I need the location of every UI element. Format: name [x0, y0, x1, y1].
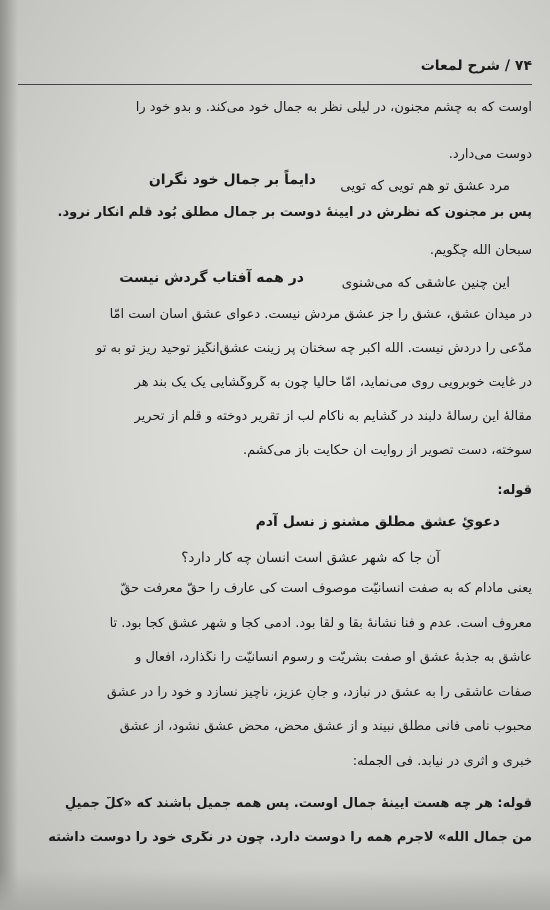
verse-2-right: این چنین عاشقی که می‌شنوی: [341, 275, 510, 291]
page-header: ۷۴ / شرح لمعات: [420, 58, 532, 74]
text-line-14: صفات عاشقی را به عشق در نبازد، و جانِ عزیز، ناچیز نسازد و خود را در عشق: [106, 686, 532, 700]
text-line-11: یعنی مادام که به صفت انسانیّت موصوف است کی عارف را حقّ معرفت حقّ: [120, 582, 532, 596]
verse-1-right: مرد عشق تو هم تویی که تویی: [340, 178, 510, 194]
page-bottom-shadow: [0, 870, 550, 910]
text-line-13: عاشق به جذبهٔ عشق او صفت بشریّت و رسوم انسانیّت را نگذارد، افعال و: [135, 651, 532, 665]
text-line-15: محبوب نامی فانی مطلق نبیند و از عشق محض، محض عشق نشود، از عشق: [119, 720, 532, 734]
page-edge-shadow: [0, 0, 18, 910]
text-line-3: پس بر مجنون که نظرش در آیینهٔ دوست بر جمال مطلق بُود قلم انکار نرود.: [57, 206, 532, 220]
verse-2-left: در همه آفتاب گردش نیست: [119, 270, 304, 286]
text-line-7: در غایت خوبرویی روی می‌نماید، امّا حالیا چون به گروگشایی یک یک بند هر: [134, 376, 532, 390]
text-line-12: معروف است. عدم و فنا نشانهٔ بقا و لقا بود. آدمی کجا و شهر عشق کجا بود. تا: [109, 617, 532, 631]
text-line-9: سوخته، دست تصویر از روایت آن حکایت باز می‌کشم.: [242, 444, 532, 458]
verse-3: دعوئِ عشق مطلق مشنو ز نسل آدم: [255, 514, 500, 530]
verse-1-left: دایماً بر جمال خود نگران: [148, 172, 316, 188]
text-line-2: دوست می‌دارد.: [448, 148, 532, 162]
verse-4: آن جا که شهر عشق است انسان چه کار دارد؟: [181, 550, 440, 566]
header-rule: [18, 84, 532, 85]
text-line-4: سبحان الله چگویم.: [429, 244, 532, 258]
text-line-18: من جمال الله» لاجرم همه را دوست دارد. چون در نگری خود را دوست داشته: [48, 831, 532, 845]
text-line-5: در میدان عشق، عشق را جز عشق مردش نیست. دعوای عشق آسان است امّا: [109, 308, 532, 322]
text-line-16: خبری و اثری در نیابد. فی الجمله:: [352, 755, 532, 769]
text-line-6: مدّعی را دردش نیست. الله اکبر چه سخنان پر زینت عشق‌انگیز توحید ریز تو به تو: [96, 342, 532, 356]
text-line-8: مقالهٔ این رسالهٔ دلبند در گشایم به ناکام لب از تقریر دوخته و قلم از تحریر: [134, 410, 532, 424]
text-line-17: قوله: هر چه هست آیینهٔ جمال اوست. پس همه جمیل باشند که «کلّ جمیلٍ: [64, 797, 532, 811]
qawl-label-1: قوله:: [497, 484, 532, 498]
text-line-1: اوست که به چشم مجنون، در لیلی نظر به جمال خود می‌کند. و بدو خود را: [135, 101, 532, 115]
